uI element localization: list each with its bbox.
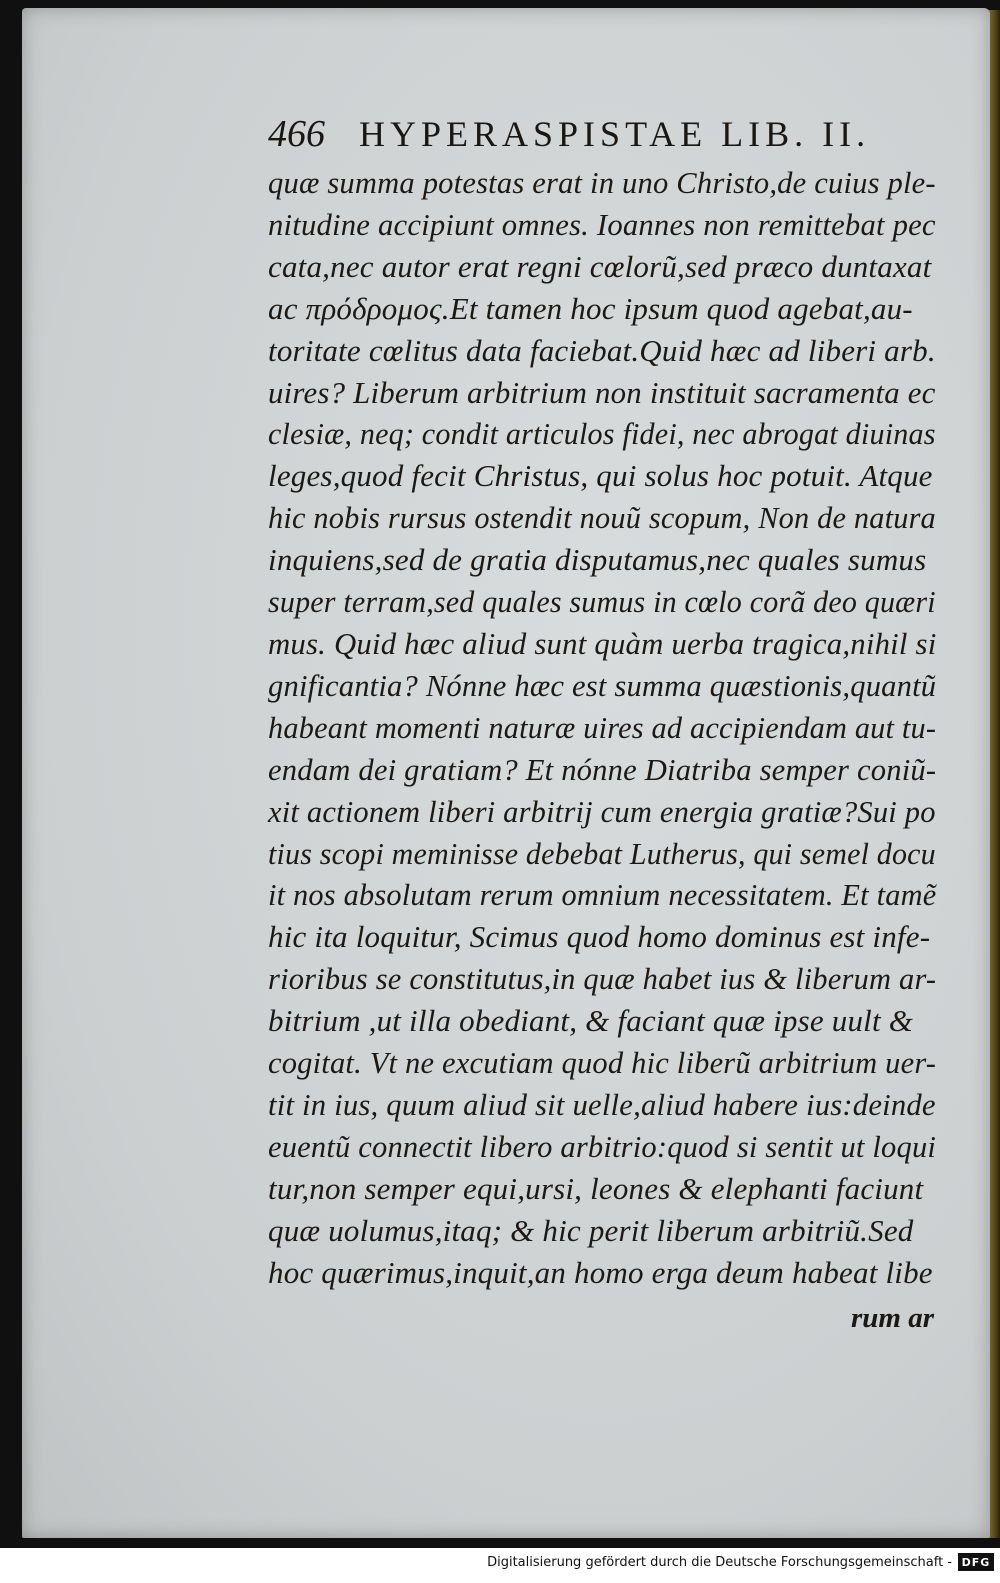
text-line: clesiæ, neq; condit articulos fidei, nec abrogat diuinas — [268, 416, 936, 452]
page-header — [268, 112, 918, 158]
text-line: hic ita loquitur, Scimus quod homo dominus est infe- — [268, 919, 931, 955]
text-line: tit in ius, quum aliud sit uelle,aliud habere ius:deinde — [268, 1086, 936, 1122]
text-line: tius scopi meminisse debebat Lutherus, qui semel docu — [268, 835, 936, 871]
text-line: habeant momenti naturæ uires ad accipiendam aut tu- — [268, 709, 937, 745]
text-line: endam dei gratiam? Et nónne Diatriba semper coniũ- — [268, 751, 937, 787]
text-line: rioribus se constitutus,in quæ habet ius & liberum ar- — [268, 961, 937, 997]
folio-number: 466 — [268, 113, 325, 155]
text-line: toritate cœlitus data faciebat.Quid hæc ad liberi arb. — [268, 332, 936, 368]
text-line: quæ uolumus,itaq; & hic perit liberum arbitriũ.Sed — [268, 1212, 914, 1248]
text-line: mus. Quid hæc aliud sunt quàm uerba tragica,nihil si — [268, 625, 937, 661]
text-line: cogitat. Vt ne excutiam quod hic liberũ arbitrium uer- — [268, 1045, 937, 1081]
text-line: quæ summa potestas erat in uno Christo,de cuius ple- — [268, 165, 936, 200]
text-line: uires? Liberum arbitrium non instituit sacramenta ec — [268, 374, 936, 410]
text-line: super terram,sed quales sumus in cœlo corã deo quæri — [268, 584, 936, 620]
text-line: hic nobis rursus ostendit nouũ scopum, Non de natura — [268, 500, 936, 536]
text-line: inquiens,sed de gratia disputamus,nec quales sumus — [268, 542, 927, 578]
text-line: cata,nec autor erat regni cœlorũ,sed præco duntaxat — [268, 248, 932, 284]
dfg-logo-icon: DFG — [958, 1553, 994, 1571]
digitization-credit: Digitalisierung gefördert durch die Deutsche Forschungsgemeinschaft - — [487, 1555, 952, 1570]
text-line: xit actionem liberi arbitrij cum energia gratiæ?Sui po — [268, 793, 936, 829]
text-line: ac πρόδρομος.Et tamen hoc ipsum quod agebat,au- — [268, 290, 913, 326]
running-title: HYPERASPISTAE LIB. II. — [359, 114, 871, 154]
text-line: nitudine accipiunt omnes. Ioannes non remittebat pec — [268, 206, 936, 242]
text-line: bitrium ,ut illa obediant, & faciant quæ ipse uult & — [268, 1003, 914, 1039]
body-text — [268, 162, 936, 1293]
text-line: euentũ connectit libero arbitrio:quod si sentit ut loqui — [268, 1128, 937, 1164]
text-line: tur,non semper equi,ursi, leones & elephanti faciunt — [268, 1170, 924, 1206]
catchword: rum ar — [850, 1302, 934, 1334]
text-line: hoc quærimus,inquit,an homo erga deum habeat libe — [268, 1254, 933, 1290]
text-line: it nos absolutam rerum omnium necessitatem. Et tamẽ — [268, 877, 937, 913]
text-line: gnificantia? Nónne hæc est summa quæstionis,quantũ — [268, 667, 937, 703]
text-line: leges,quod fecit Christus, qui solus hoc potuit. Atque — [268, 458, 933, 494]
